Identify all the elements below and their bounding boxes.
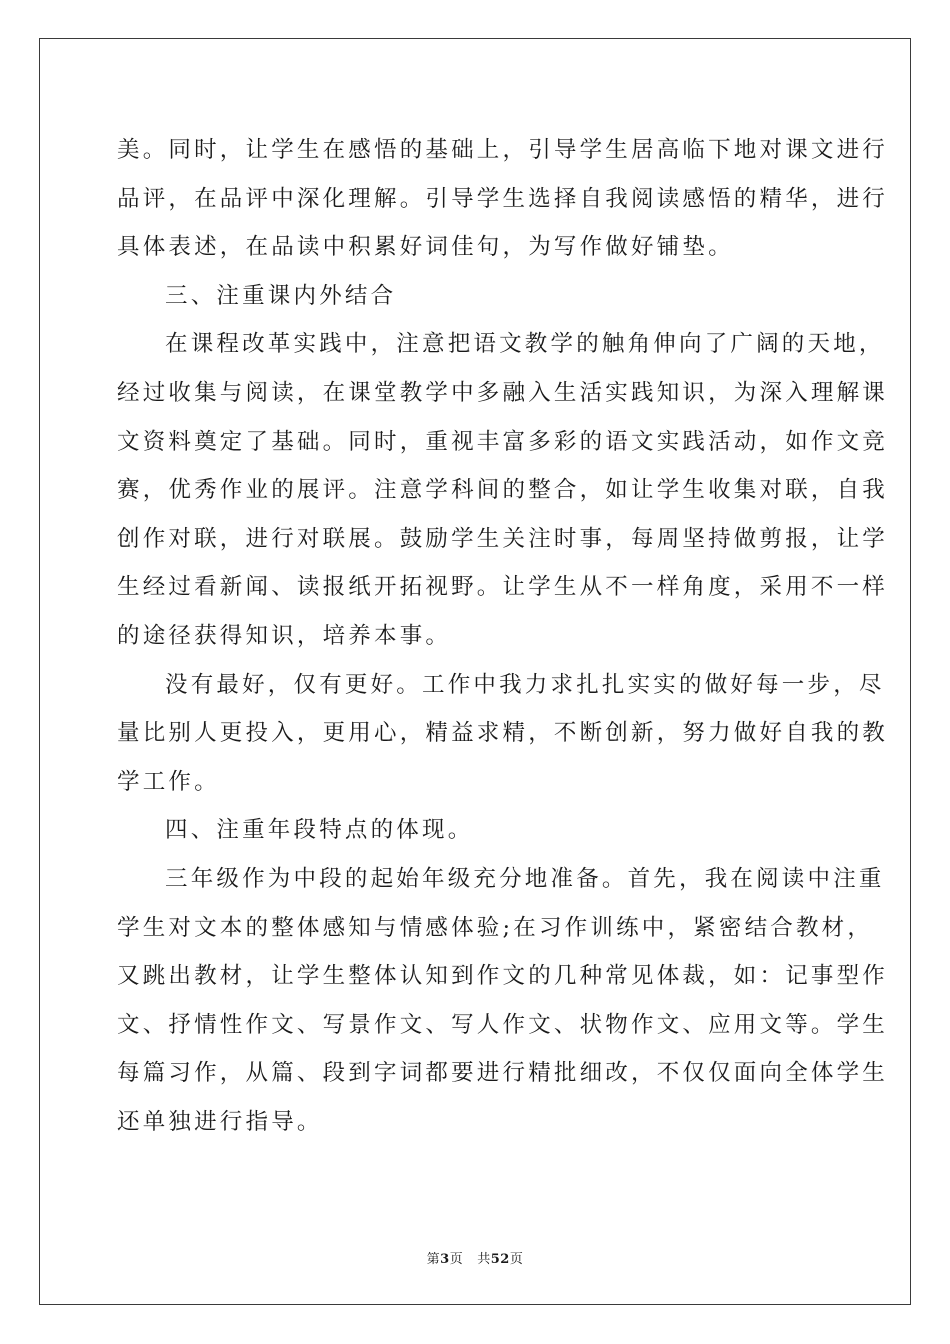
page-footer [0, 1248, 950, 1267]
text-line: 创作对联，进行对联展。鼓励学生关注时事，每周坚持做剪报，让学 [117, 525, 889, 552]
text-line: 经过收集与阅读，在课堂教学中多融入生活实践知识，为深入理解课 [117, 379, 889, 406]
text-line: 文、抒情性作文、写景作文、写人作文、状物作文、应用文等。学生 [117, 1011, 889, 1038]
page-current: 3 [440, 1252, 450, 1267]
text-line: 每篇习作，从篇、段到字词都要进行精批细改，不仅仅面向全体学生 [117, 1060, 889, 1087]
document-body [117, 126, 889, 1146]
text-line: 在课程改革实践中，注意把语文教学的触角伸向了广阔的天地， [165, 331, 885, 358]
text-line: 学生对文本的整体感知与情感体验;在习作训练中，紧密结合教材， [117, 914, 874, 941]
text-line: 美。同时，让学生在感悟的基础上，引导学生居高临下地对课文进行 [117, 137, 889, 163]
page-suffix: 页 [449, 1252, 464, 1267]
text-line: 具体表述，在品读中积累好词佳句，为写作做好铺垫。 [117, 234, 734, 261]
text-line: 没有最好，仅有更好。工作中我力求扎扎实实的做好每一步，尽 [165, 671, 885, 698]
section-heading: 三、注重课内外结合 [165, 282, 397, 309]
page-prefix: 第 [426, 1252, 441, 1267]
text-line: 文资料奠定了基础。同时，重视丰富多彩的语文实践活动，如作文竞 [117, 428, 889, 455]
text-line: 的途径获得知识，培养本事。 [117, 622, 452, 649]
text-line: 品评，在品评中深化理解。引导学生选择自我阅读感悟的精华，进行 [117, 185, 889, 212]
text-line: 学工作。 [117, 768, 220, 795]
text-line: 又跳出教材，让学生整体认知到作文的几种常见体裁，如：记事型作 [117, 963, 889, 990]
section-heading: 四、注重年段特点的体现。 [165, 817, 474, 844]
total-suffix: 页 [509, 1252, 524, 1267]
total-prefix: 共 [477, 1252, 491, 1267]
page-total: 52 [490, 1252, 510, 1267]
text-line: 赛，优秀作业的展评。注意学科间的整合，如让学生收集对联，自我 [117, 477, 889, 504]
text-line: 生经过看新闻、读报纸开拓视野。让学生从不一样角度，采用不一样 [117, 574, 889, 601]
text-line: 量比别人更投入，更用心，精益求精，不断创新，努力做好自我的教 [117, 720, 889, 747]
text-line: 三年级作为中段的起始年级充分地准备。首先，我在阅读中注重 [165, 865, 885, 892]
text-line: 还单独进行指导。 [117, 1108, 323, 1135]
